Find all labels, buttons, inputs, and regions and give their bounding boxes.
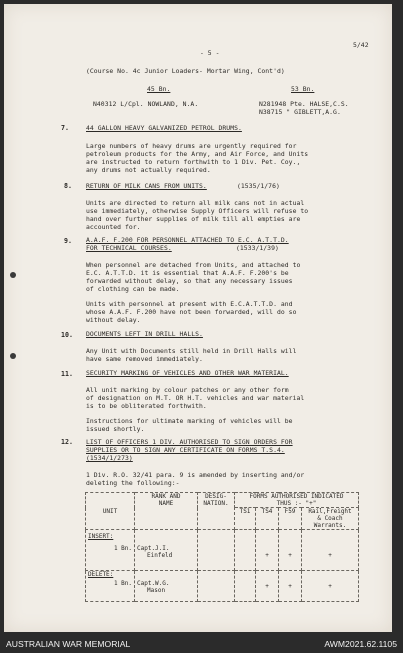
section-title: SECURITY MARKING OF VEHICLES AND OTHER WAR MATERIAL. — [86, 369, 289, 377]
header-line: NAME — [158, 500, 174, 507]
column-header-rail — [302, 508, 359, 530]
paragraph-line: issued shortly. — [86, 425, 145, 433]
name-cell — [135, 571, 198, 602]
name-line: Einfeld — [147, 552, 173, 559]
ts1-cell — [235, 530, 256, 571]
section-title: A.A.F. F.200 FOR PERSONNEL ATTACHED TO E.C. A.T.T.D. — [86, 236, 289, 244]
paragraph-line: of designation on M.T. OR H.T. vehicles and war material — [86, 394, 305, 402]
officers-table — [85, 492, 359, 602]
unit-value: 1 Bn. — [113, 580, 132, 587]
header-line: THUS :- "+" — [276, 500, 317, 507]
authorised-mark: + — [265, 552, 269, 559]
section-title: DOCUMENTS LEFT IN DRILL HALLS. — [86, 330, 203, 338]
column-header-ts1: TS1 — [235, 508, 256, 530]
section-title: 44 GALLON HEAVY GALVANIZED PETROL DRUMS. — [86, 124, 242, 132]
name-line: Capt.W.G. — [137, 580, 170, 587]
name-line: Mason — [147, 587, 166, 594]
authorised-mark: + — [328, 552, 332, 559]
header-line: NATION. — [203, 500, 229, 507]
rail-cell — [302, 530, 359, 571]
punch-hole — [10, 272, 16, 278]
paragraph-line: are instructed to return forthwith to 1 Div. Pet. Coy., — [86, 158, 301, 166]
paragraph-line: of clothing can be made. — [86, 285, 180, 293]
section-reference: (1535/1/76) — [237, 182, 280, 190]
paragraph-line: E.C. A.T.T.D. it is essential that A.A.F. F.200's be — [86, 269, 289, 277]
ts4-cell — [256, 530, 279, 571]
paragraph-line: accounted for. — [86, 223, 141, 231]
rail-cell — [302, 571, 359, 602]
designation-cell — [198, 571, 235, 602]
section-reference: (1534/1/273) — [86, 454, 133, 462]
paragraph-line: 1 Div. R.O. 32/41 para. 9 is amended by inserting and/or — [86, 471, 305, 479]
column-header-unit: UNIT — [86, 493, 135, 530]
paragraph-line: Units with personnel at present with E.C.A.T.T.D. and — [86, 300, 293, 308]
header-line: & Coach — [317, 515, 343, 522]
paragraph-line: is to be obliterated forthwith. — [86, 402, 207, 410]
paragraph-line: Units are directed to return all milk cans not in actual — [86, 199, 305, 207]
course-entry: N40312 L/Cpl. NOWLAND, N.A. — [93, 100, 199, 108]
archive-footer — [0, 634, 403, 653]
paragraph-line: use immediately, otherwise Supply Officers will refuse to — [86, 207, 309, 215]
battalion-heading: 53 Bn. — [291, 85, 315, 93]
section-number: 12. — [61, 438, 73, 446]
paragraph-line: hand over further supplies of milk till all empties are — [86, 215, 301, 223]
punch-hole — [10, 353, 16, 359]
column-header-designation — [198, 493, 235, 530]
unit-cell — [86, 571, 135, 602]
column-header-f59: F59 — [279, 508, 302, 530]
section-title: RETURN OF MILK CANS FROM UNITS. — [86, 182, 207, 190]
authorised-mark: + — [328, 583, 332, 590]
f59-cell — [279, 571, 302, 602]
paragraph-line: petroleum products for the Army, and Air Force, and Units — [86, 150, 309, 158]
section-number: 7. — [61, 124, 69, 132]
paragraph-line: have same removed immediately. — [86, 355, 203, 363]
authorised-mark: + — [265, 583, 269, 590]
section-title: LIST OF OFFICERS 1 DIV. AUTHORISED TO SIGN ORDERS FOR — [86, 438, 293, 446]
section-number: 11. — [61, 370, 73, 378]
table-row — [86, 571, 359, 602]
paragraph-line: Instructions for ultimate marking of vehicles will be — [86, 417, 293, 425]
ts4-cell — [256, 571, 279, 602]
course-entry: N38715 " GIBLETT,A.G. — [259, 108, 341, 116]
ts1-cell — [235, 571, 256, 602]
course-heading: (Course No. 4c Junior Loaders- Mortar Wing, Cont'd) — [86, 67, 285, 75]
page-number: - 5 - — [200, 49, 220, 57]
header-line: FORMS AUTHORISED INDICATED — [249, 493, 344, 500]
unit-cell — [86, 530, 135, 571]
paragraph-line: any drums not actually required. — [86, 166, 211, 174]
authorised-mark: + — [288, 583, 292, 590]
section-number: 8. — [64, 182, 72, 190]
header-line: RANK AND — [151, 493, 181, 500]
footer-institution: AUSTRALIAN WAR MEMORIAL — [6, 639, 131, 649]
paragraph-line: Large numbers of heavy drums are urgently required for — [86, 142, 297, 150]
unit-value: 1 Bn. — [113, 545, 132, 552]
paragraph-line: forwarded without delay, so that any necessary issues — [86, 277, 293, 285]
f59-cell — [279, 530, 302, 571]
header-line: Rail,Freight — [308, 508, 352, 515]
section-title-cont: SUPPLIES OR TO SIGN ANY CERTIFICATE ON FORMS T.S.4. — [86, 446, 285, 454]
paragraph-line: When personnel are detached from Units, and attached to — [86, 261, 301, 269]
header-line: DESIG- — [205, 493, 227, 500]
name-line: Capt.J.I. — [137, 545, 170, 552]
paragraph-line: whose A.A.F. F.200 have not been forwarded, will do so — [86, 308, 297, 316]
course-entry: N281948 Pte. HALSE,C.S. — [259, 100, 349, 108]
section-number: 9. — [64, 237, 72, 245]
table-row — [86, 530, 359, 571]
paragraph-line: without delay. — [86, 316, 141, 324]
paragraph-line: deleting the following:- — [86, 479, 180, 487]
section-title-cont: FOR TECHNICAL COURSES. — [86, 244, 172, 252]
delete-label: DELETE: — [88, 571, 114, 578]
column-header-ts4: TS4 — [256, 508, 279, 530]
column-header-forms — [235, 493, 359, 508]
paragraph-line: All unit marking by colour patches or any other form — [86, 386, 289, 394]
page-ref: 5/42 — [353, 41, 369, 49]
name-cell — [135, 530, 198, 571]
footer-accession-number: AWM2021.62.1105 — [324, 639, 397, 649]
header-line: Warrants. — [313, 522, 347, 529]
section-number: 10. — [61, 331, 73, 339]
column-header-rank — [135, 493, 198, 530]
document-page — [4, 4, 392, 632]
table-header-row — [86, 493, 359, 508]
designation-cell — [198, 530, 235, 571]
authorised-mark: + — [288, 552, 292, 559]
paragraph-line: Any Unit with Documents still held in Drill Halls will — [86, 347, 297, 355]
insert-label: INSERT: — [88, 533, 114, 540]
section-reference: (1533/1/39) — [236, 244, 279, 252]
battalion-heading: 45 Bn. — [147, 85, 171, 93]
